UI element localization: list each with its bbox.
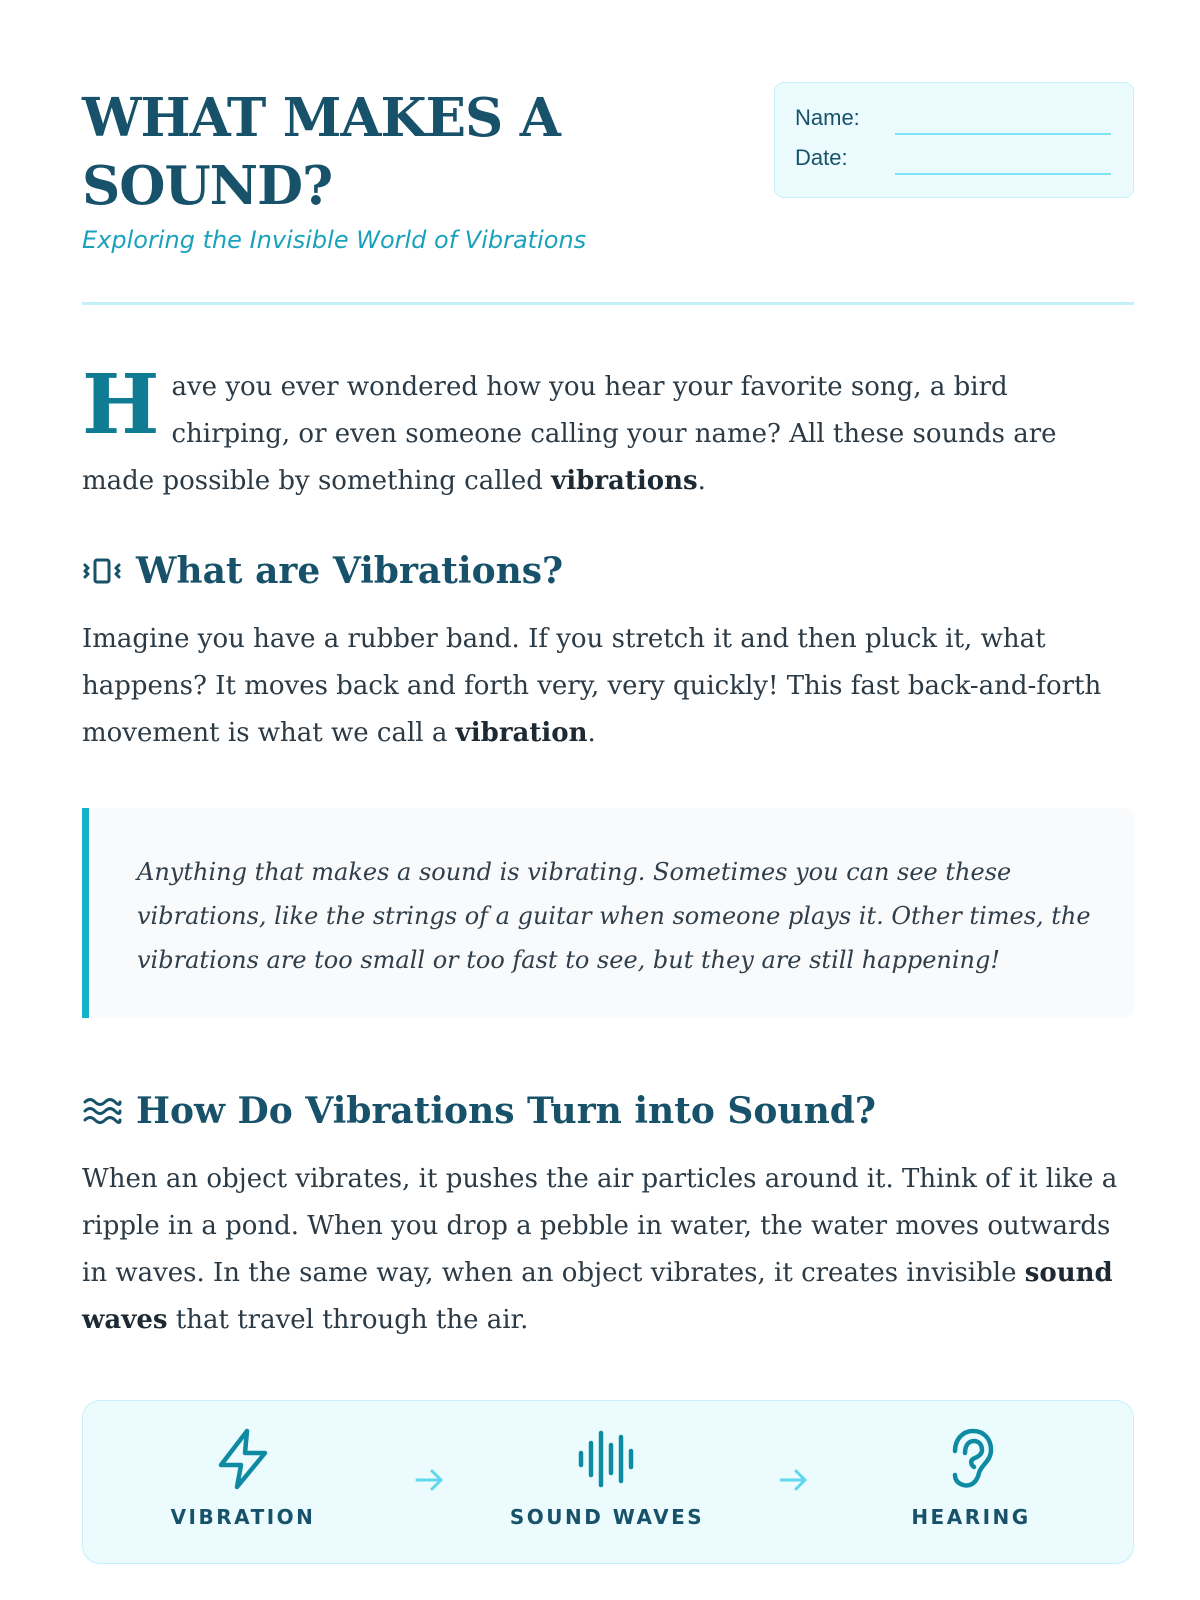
section-heading-text: How Do Vibrations Turn into Sound?: [136, 1090, 877, 1132]
intro-paragraph: [82, 357, 1134, 505]
name-label: Name:: [795, 105, 860, 130]
lightning-icon: [213, 1427, 273, 1491]
flow-step-label: SOUND WAVES: [509, 1505, 705, 1529]
date-field: [795, 141, 1115, 171]
flow-step-sound-waves: [477, 1427, 737, 1547]
sound-bold-term: sound waves: [82, 1258, 1113, 1335]
date-label: Date:: [795, 145, 848, 170]
section-heading-vibrations: [82, 546, 563, 596]
flow-step-label: HEARING: [911, 1505, 1031, 1529]
arrow-right-icon: [413, 1463, 447, 1497]
sound-paragraph: [82, 1156, 1134, 1344]
callout-text: Anything that makes a sound is vibrating. Sometimes you can see these vibrations, like the strings of a guitar when someone plays it. Other times, the vibrations are too small or too fast to see, but they are still happening!: [137, 858, 1091, 974]
header-divider: [82, 302, 1134, 305]
flow-step-label: VIBRATION: [170, 1505, 316, 1529]
intro-end: .: [697, 466, 706, 496]
intro-text: ave you ever wondered how you hear your favorite song, a bird chirping, or even someone calling your name? All these sounds are made possible by something called: [82, 372, 1057, 496]
worksheet-page: [82, 0, 1134, 1600]
ear-icon: [943, 1427, 999, 1491]
vibrations-text: Imagine you have a rubber band. If you stretch it and then pluck it, what happens? It moves back and forth very, very quickly! This fast back-and-forth movement is what we call a: [82, 624, 1102, 748]
flow-step-vibration: [113, 1427, 373, 1547]
sound-flow-diagram: [82, 1400, 1134, 1564]
name-date-box: [774, 82, 1134, 198]
waves-icon: [82, 1091, 122, 1131]
section-heading-sound: [82, 1086, 876, 1136]
flow-step-hearing: [841, 1427, 1101, 1547]
intro-bold-term: vibrations: [551, 466, 698, 496]
arrow-right-icon: [777, 1463, 811, 1497]
page-title: WHAT MAKES A SOUND?: [82, 87, 560, 217]
date-line[interactable]: [895, 173, 1111, 175]
sound-text: When an object vibrates, it pushes the air particles around it. Think of it like a ripple in a pond. When you drop a pebble in water, the water moves outwards in waves. In the same way, when an object vibrates, it creates invisible: [82, 1164, 1118, 1288]
name-line[interactable]: [895, 133, 1111, 135]
vibrations-bold-term: vibration: [455, 718, 588, 748]
callout-quote: [82, 808, 1134, 1018]
vibrate-icon: [82, 551, 122, 591]
audio-waveform-icon: [575, 1427, 639, 1491]
vibrations-end: .: [587, 718, 596, 748]
drop-cap: H: [82, 357, 160, 453]
name-field: [795, 101, 1115, 131]
page-subtitle: Exploring the Invisible World of Vibrations: [82, 226, 587, 254]
sound-end: that travel through the air.: [167, 1305, 529, 1335]
section-heading-text: What are Vibrations?: [136, 550, 564, 592]
vibrations-paragraph: [82, 616, 1134, 757]
